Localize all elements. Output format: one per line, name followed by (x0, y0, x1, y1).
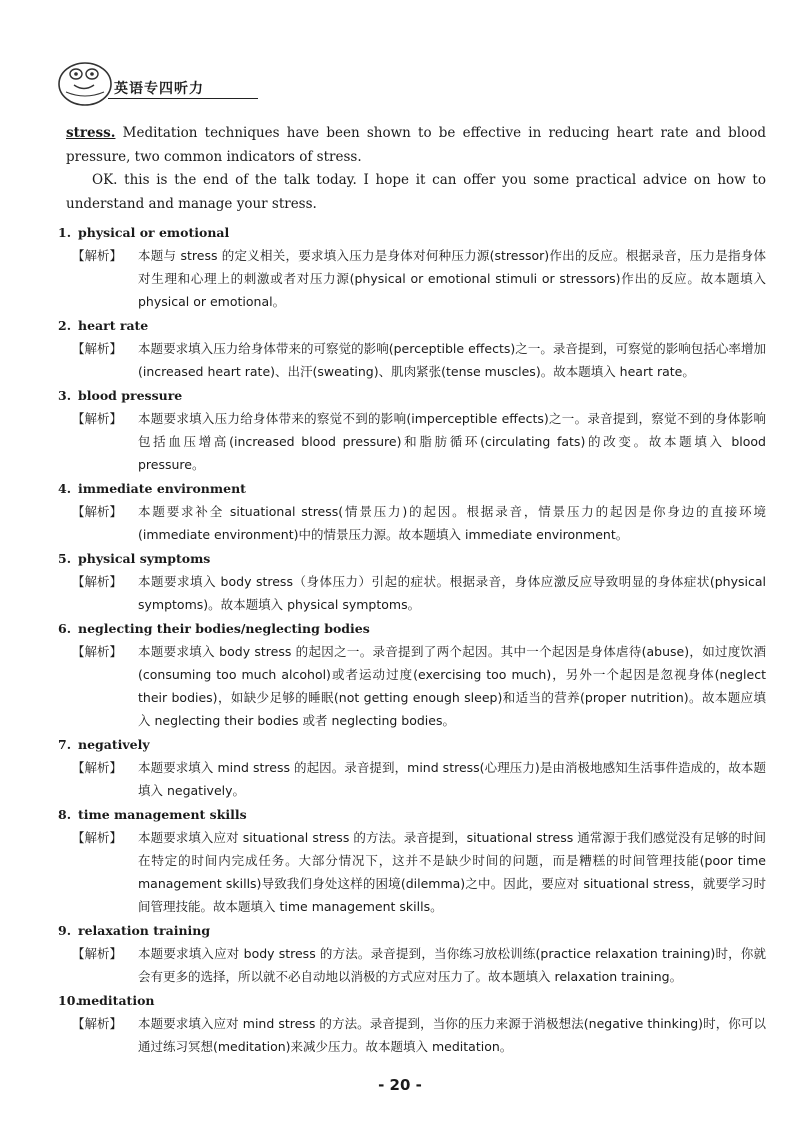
explanation-text: 本题要求填入 body stress 的起因之一。录音提到了两个起因。其中一个起因是身体虐待(abuse)，如过度饮酒(consuming too much alcohol)或者运动过度(exercising too much)，另外一个起因是忽视身体(neglect their bodies)，如缺少足够的睡眠(not getting enough sleep)和适当的营养(proper nutrition)。故本题应填入 neglecting their bodies 或者 neglecting bodies。 (138, 644, 766, 728)
question-number: 10. (58, 993, 80, 1008)
answer-text: heart rate (78, 318, 149, 333)
explanation (58, 756, 770, 802)
answer-item (58, 222, 770, 313)
explanation (58, 570, 770, 616)
answer-text: meditation (78, 993, 155, 1008)
explanation (58, 942, 770, 988)
analysis-tag: 【解析】 (72, 341, 123, 356)
answer-key-list (58, 222, 770, 1060)
explanation (58, 826, 770, 918)
answer-text: relaxation training (78, 923, 211, 938)
answer-heading (58, 478, 770, 500)
answer-text: blood pressure (78, 388, 183, 403)
question-number: 2. (58, 318, 72, 333)
answer-heading (58, 734, 770, 756)
answer-item (58, 618, 770, 732)
transcript-paragraph-1 (66, 122, 766, 169)
question-number: 3. (58, 388, 72, 403)
answer-heading (58, 222, 770, 244)
page-header (56, 58, 256, 108)
question-number: 4. (58, 481, 72, 496)
answer-text: physical or emotional (78, 225, 230, 240)
publisher-logo (56, 58, 114, 108)
question-number: 8. (58, 807, 72, 822)
explanation-text: 本题要求填入应对 mind stress 的方法。录音提到，当你的压力来源于消极想法(negative thinking)时，你可以通过练习冥想(meditation)来减少压力。故本题填入 meditation。 (138, 1016, 766, 1054)
answer-text: physical symptoms (78, 551, 211, 566)
explanation-text: 本题要求填入压力给身体带来的察觉不到的影响(imperceptible effects)之一。录音提到，察觉不到的身体影响包括血压增高(increased blood pressure)和脂肪循环(circulating fats)的改变。故本题填入 blood pressure。 (138, 411, 766, 472)
analysis-tag: 【解析】 (72, 248, 123, 263)
analysis-tag: 【解析】 (72, 1016, 123, 1031)
header-divider (108, 98, 258, 99)
analysis-tag: 【解析】 (72, 411, 123, 426)
answer-text: immediate environment (78, 481, 246, 496)
question-number: 1. (58, 225, 72, 240)
explanation (58, 640, 770, 732)
question-number: 7. (58, 737, 72, 752)
answer-item (58, 548, 770, 616)
analysis-tag: 【解析】 (72, 644, 123, 659)
answer-heading (58, 990, 770, 1012)
analysis-tag: 【解析】 (72, 574, 123, 589)
explanation-text: 本题与 stress 的定义相关，要求填入压力是身体对何种压力源(stressor)作出的反应。根据录音，压力是指身体对生理和心理上的刺激或者对压力源(physical or emotional stimuli or stressors)作出的反应。故本题填入 physical or emotional。 (138, 248, 766, 309)
book-title: 英语专四听力 (114, 81, 204, 97)
analysis-tag: 【解析】 (72, 760, 123, 775)
frog-mascot-icon (56, 58, 114, 108)
explanation (58, 407, 770, 476)
answer-text: neglecting their bodies/neglecting bodies (78, 621, 370, 636)
transcript-paragraph-1-text: Meditation techniques have been shown to be effective in reducing heart rate and blood pressure, two common indicators of stress. (66, 125, 766, 165)
explanation-text: 本题要求补全 situational stress(情景压力)的起因。根据录音，情景压力的起因是你身边的直接环境(immediate environment)中的情景压力源。故本题填入 immediate environment。 (138, 504, 766, 542)
analysis-tag: 【解析】 (72, 830, 123, 845)
explanation-text: 本题要求填入应对 body stress 的方法。录音提到，当你练习放松训练(practice relaxation training)时，你就会有更多的选择，所以就不必自动地以消极的方式应对压力了。故本题填入 relaxation training。 (138, 946, 766, 984)
answer-heading (58, 548, 770, 570)
page-number: - 20 - (378, 1076, 422, 1094)
question-number: 5. (58, 551, 72, 566)
analysis-tag: 【解析】 (72, 504, 123, 519)
answer-item (58, 478, 770, 546)
answer-heading (58, 315, 770, 337)
answer-item (58, 990, 770, 1058)
answer-heading (58, 385, 770, 407)
answer-item (58, 734, 770, 802)
analysis-tag: 【解析】 (72, 946, 123, 961)
explanation (58, 244, 770, 313)
transcript-paragraph-2: OK. this is the end of the talk today. I hope it can offer you some practical advice on how to understand and manage your stress. (66, 172, 766, 212)
answer-text: negatively (78, 737, 150, 752)
explanation (58, 1012, 770, 1058)
answer-text: time management skills (78, 807, 247, 822)
answer-item (58, 920, 770, 988)
transcript-excerpt (66, 122, 766, 216)
explanation-text: 本题要求填入 mind stress 的起因。录音提到，mind stress(心理压力)是由消极地感知生活事件造成的，故本题填入 negatively。 (138, 760, 766, 798)
answer-item (58, 315, 770, 383)
explanation (58, 500, 770, 546)
question-number: 6. (58, 621, 72, 636)
answer-heading (58, 920, 770, 942)
question-number: 9. (58, 923, 72, 938)
explanation-text: 本题要求填入应对 situational stress 的方法。录音提到，situational stress 通常源于我们感觉没有足够的时间在特定的时间内完成任务。大部分情况下，这并不是缺少时间的问题，而是糟糕的时间管理技能(poor time management skills)导致我们身处这样的困境(dilemma)之中。因此，要应对 situational stress，就要学习时间管理技能。故本题填入 time management skills。 (138, 830, 766, 914)
explanation-text: 本题要求填入 body stress（身体压力）引起的症状。根据录音，身体应激反应导致明显的身体症状(physical symptoms)。故本题填入 physical symptoms。 (138, 574, 766, 612)
answer-heading (58, 618, 770, 640)
explanation (58, 337, 770, 383)
explanation-text: 本题要求填入压力给身体带来的可察觉的影响(perceptible effects)之一。录音提到，可察觉的影响包括心率增加(increased heart rate)、出汗(sweating)、肌肉紧张(tense muscles)。故本题填入 heart rate。 (138, 341, 766, 379)
underlined-word: stress. (66, 125, 116, 141)
answer-heading (58, 804, 770, 826)
answer-item (58, 385, 770, 476)
answer-item (58, 804, 770, 918)
